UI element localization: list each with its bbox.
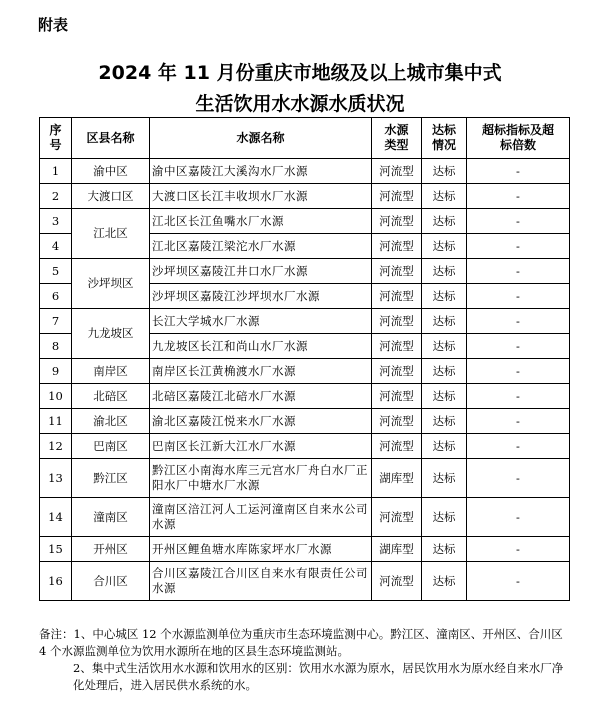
cell-exceed: - (467, 562, 570, 601)
cell-status: 达标 (422, 309, 467, 334)
table-row (40, 562, 570, 601)
cell-district: 合川区 (72, 562, 150, 601)
cell-no: 2 (40, 184, 72, 209)
cell-no: 6 (40, 284, 72, 309)
cell-exceed: - (467, 309, 570, 334)
cell-status: 达标 (422, 384, 467, 409)
cell-source: 南岸区长江黄桷渡水厂水源 (150, 359, 372, 384)
cell-source: 大渡口区长江丰收坝水厂水源 (150, 184, 372, 209)
cell-status: 达标 (422, 434, 467, 459)
cell-no: 8 (40, 334, 72, 359)
table-row (40, 259, 570, 284)
table-row (40, 459, 570, 498)
cell-type: 河流型 (372, 359, 422, 384)
note-2: 2、集中式生活饮用水水源和饮用水的区别：饮用水水源为原水，居民饮用水为原水经自来水厂净化处理后，进入居民供水系统的水。 (73, 661, 564, 692)
cell-type: 河流型 (372, 334, 422, 359)
cell-no: 7 (40, 309, 72, 334)
cell-district: 九龙坡区 (72, 309, 150, 359)
table-row (40, 384, 570, 409)
cell-source: 合川区嘉陵江合川区自来水有限责任公司水源 (150, 562, 372, 601)
cell-type: 河流型 (372, 309, 422, 334)
table-row (40, 434, 570, 459)
cell-type: 河流型 (372, 409, 422, 434)
table-row (40, 537, 570, 562)
cell-district: 大渡口区 (72, 184, 150, 209)
cell-district: 南岸区 (72, 359, 150, 384)
header-exceed: 超标指标及超标倍数 (467, 118, 570, 159)
cell-no: 13 (40, 459, 72, 498)
header-status: 达标情况 (422, 118, 467, 159)
cell-exceed: - (467, 334, 570, 359)
cell-exceed: - (467, 159, 570, 184)
notes-section (39, 626, 569, 694)
table-header-row (40, 118, 570, 159)
cell-type: 湖库型 (372, 537, 422, 562)
cell-status: 达标 (422, 459, 467, 498)
cell-no: 16 (40, 562, 72, 601)
table-row (40, 309, 570, 334)
cell-status: 达标 (422, 259, 467, 284)
cell-exceed: - (467, 384, 570, 409)
cell-status: 达标 (422, 159, 467, 184)
cell-type: 河流型 (372, 209, 422, 234)
cell-status: 达标 (422, 184, 467, 209)
note-1: 备注：1、中心城区 12 个水源监测单位为重庆市生态环境监测中心。黔江区、潼南区、开州区、合川区 4 个水源监测单位为饮用水源所在地的区县生态环境监测站。 (39, 627, 563, 658)
cell-no: 4 (40, 234, 72, 259)
cell-district: 北碚区 (72, 384, 150, 409)
cell-source: 北碚区嘉陵江北碚水厂水源 (150, 384, 372, 409)
cell-source: 沙坪坝区嘉陵江沙坪坝水厂水源 (150, 284, 372, 309)
cell-type: 河流型 (372, 159, 422, 184)
cell-exceed: - (467, 498, 570, 537)
cell-no: 3 (40, 209, 72, 234)
cell-type: 河流型 (372, 434, 422, 459)
cell-source: 渝中区嘉陵江大溪沟水厂水源 (150, 159, 372, 184)
cell-no: 15 (40, 537, 72, 562)
cell-status: 达标 (422, 284, 467, 309)
cell-no: 14 (40, 498, 72, 537)
cell-district: 巴南区 (72, 434, 150, 459)
cell-type: 河流型 (372, 184, 422, 209)
header-type: 水源类型 (372, 118, 422, 159)
cell-exceed: - (467, 434, 570, 459)
cell-type: 河流型 (372, 234, 422, 259)
cell-source: 九龙坡区长江和尚山水厂水源 (150, 334, 372, 359)
cell-type: 河流型 (372, 284, 422, 309)
cell-status: 达标 (422, 359, 467, 384)
cell-district: 潼南区 (72, 498, 150, 537)
page-title-line-2: 生活饮用水水源水质状况 (195, 93, 405, 115)
cell-status: 达标 (422, 537, 467, 562)
cell-district: 沙坪坝区 (72, 259, 150, 309)
cell-exceed: - (467, 284, 570, 309)
water-quality-table (39, 117, 570, 601)
cell-no: 11 (40, 409, 72, 434)
cell-exceed: - (467, 234, 570, 259)
cell-source: 渝北区嘉陵江悦来水厂水源 (150, 409, 372, 434)
table-row (40, 184, 570, 209)
cell-status: 达标 (422, 498, 467, 537)
cell-exceed: - (467, 359, 570, 384)
cell-type: 河流型 (372, 384, 422, 409)
cell-status: 达标 (422, 562, 467, 601)
cell-exceed: - (467, 409, 570, 434)
cell-source: 长江大学城水厂水源 (150, 309, 372, 334)
table-row (40, 359, 570, 384)
cell-source: 潼南区涪江河人工运河潼南区自来水公司水源 (150, 498, 372, 537)
cell-no: 9 (40, 359, 72, 384)
annex-label: 附表 (38, 16, 69, 34)
cell-exceed: - (467, 184, 570, 209)
cell-district: 江北区 (72, 209, 150, 259)
cell-source: 开州区鲤鱼塘水库陈家坪水厂水源 (150, 537, 372, 562)
table-row (40, 498, 570, 537)
cell-district: 黔江区 (72, 459, 150, 498)
cell-no: 5 (40, 259, 72, 284)
cell-no: 10 (40, 384, 72, 409)
cell-district: 开州区 (72, 537, 150, 562)
cell-type: 河流型 (372, 562, 422, 601)
cell-exceed: - (467, 537, 570, 562)
cell-no: 1 (40, 159, 72, 184)
cell-type: 河流型 (372, 259, 422, 284)
table-row (40, 409, 570, 434)
cell-source: 黔江区小南海水库三元宫水厂舟白水厂正阳水厂中塘水厂水源 (150, 459, 372, 498)
table-row (40, 159, 570, 184)
table-row (40, 209, 570, 234)
header-district: 区县名称 (72, 118, 150, 159)
cell-source: 江北区长江鱼嘴水厂水源 (150, 209, 372, 234)
cell-status: 达标 (422, 234, 467, 259)
cell-status: 达标 (422, 209, 467, 234)
cell-exceed: - (467, 459, 570, 498)
cell-status: 达标 (422, 334, 467, 359)
cell-no: 12 (40, 434, 72, 459)
cell-type: 湖库型 (372, 459, 422, 498)
cell-status: 达标 (422, 409, 467, 434)
cell-district: 渝北区 (72, 409, 150, 434)
cell-exceed: - (467, 209, 570, 234)
cell-source: 沙坪坝区嘉陵江井口水厂水源 (150, 259, 372, 284)
cell-district: 渝中区 (72, 159, 150, 184)
cell-exceed: - (467, 259, 570, 284)
header-source: 水源名称 (150, 118, 372, 159)
cell-type: 河流型 (372, 498, 422, 537)
page-title-line-1: 2024 年 11 月份重庆市地级及以上城市集中式 (98, 62, 502, 84)
cell-source: 巴南区长江新大江水厂水源 (150, 434, 372, 459)
cell-source: 江北区嘉陵江梁沱水厂水源 (150, 234, 372, 259)
header-no: 序号 (40, 118, 72, 159)
